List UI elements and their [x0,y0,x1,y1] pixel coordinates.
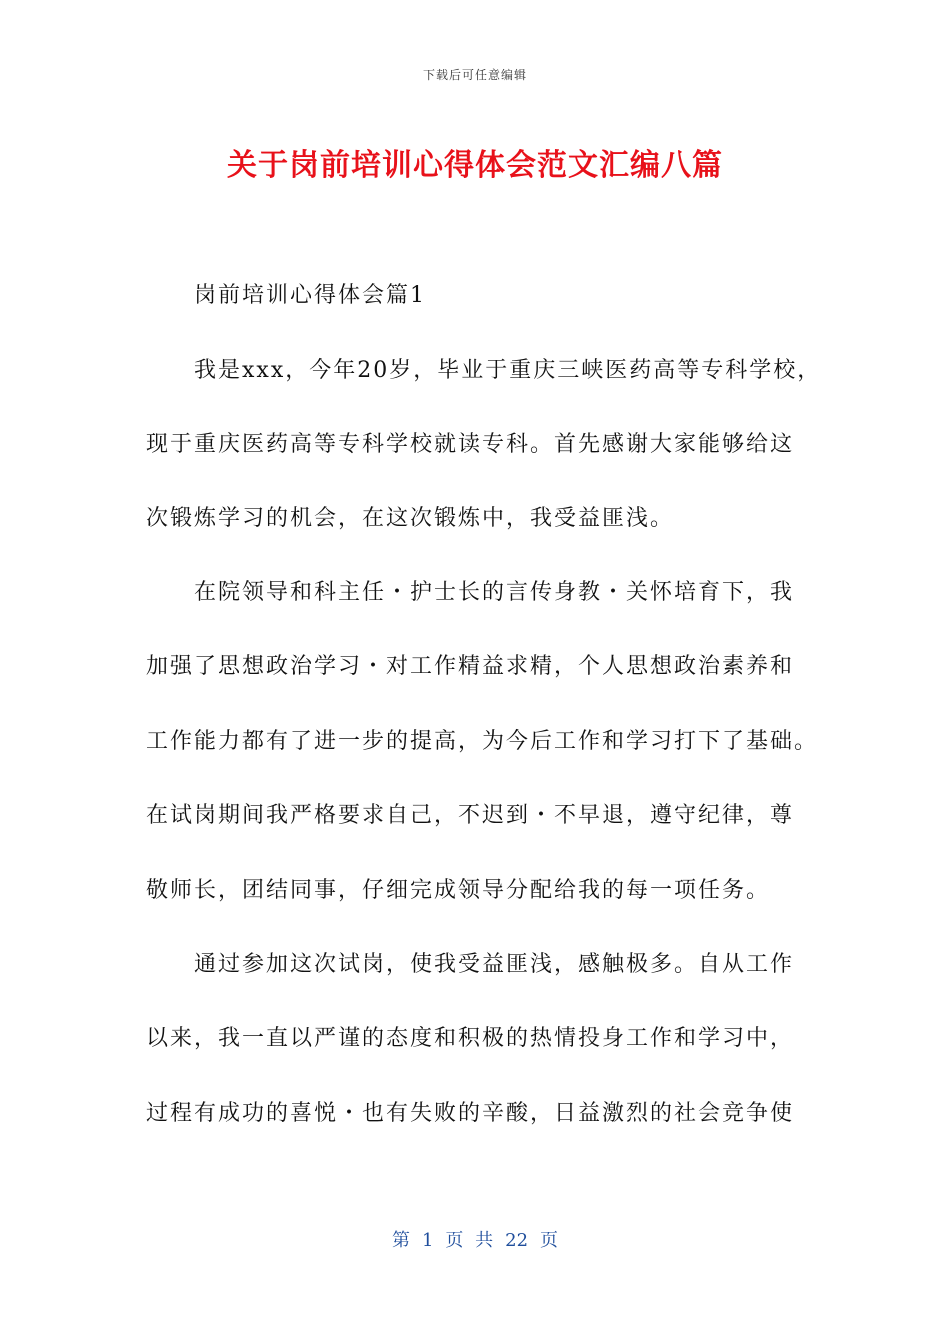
footer-mid: 页 共 [445,1230,494,1251]
paragraph-line: 在试岗期间我严格要求自己，不迟到・不早退，遵守纪律，尊 [146,803,795,828]
header-note: 下载后可任意编辑 [422,68,527,82]
footer-total-pages: 22 [505,1230,529,1251]
paragraph-line: 加强了思想政治学习・对工作精益求精，个人思想政治素养和 [146,654,795,679]
paragraph-line: 现于重庆医药高等专科学校就读专科。首先感谢大家能够给这 [146,432,795,457]
paragraph-line: 次锻炼学习的机会，在这次锻炼中，我受益匪浅。 [146,506,675,531]
paragraph-line: 敬师长，团结同事，仔细完成领导分配给我的每一项任务。 [146,878,771,903]
paragraph-line: 以来，我一直以严谨的态度和积极的热情投身工作和学习中， [146,1026,795,1051]
paragraph-line: 过程有成功的喜悦・也有失败的辛酸，日益激烈的社会竞争使 [146,1101,795,1126]
paragraph-line: 在院领导和科主任・护士长的言传身教・关怀培育下，我 [194,580,795,605]
footer-current-page: 1 [421,1230,434,1251]
document-title: 关于岗前培训心得体会范文汇编八篇 [227,148,723,183]
footer-prefix: 第 [391,1230,410,1251]
page-footer [0,1226,950,1252]
paragraph-line: 我是xxx，今年20岁，毕业于重庆三峡医药高等专科学校， [194,358,822,383]
footer-suffix: 页 [540,1230,559,1251]
section-heading: 岗前培训心得体会篇1 [194,283,426,308]
paragraph-line: 工作能力都有了进一步的提高，为今后工作和学习打下了基础。 [146,729,819,754]
paragraph-line: 通过参加这次试岗，使我受益匪浅，感触极多。自从工作 [194,952,795,977]
